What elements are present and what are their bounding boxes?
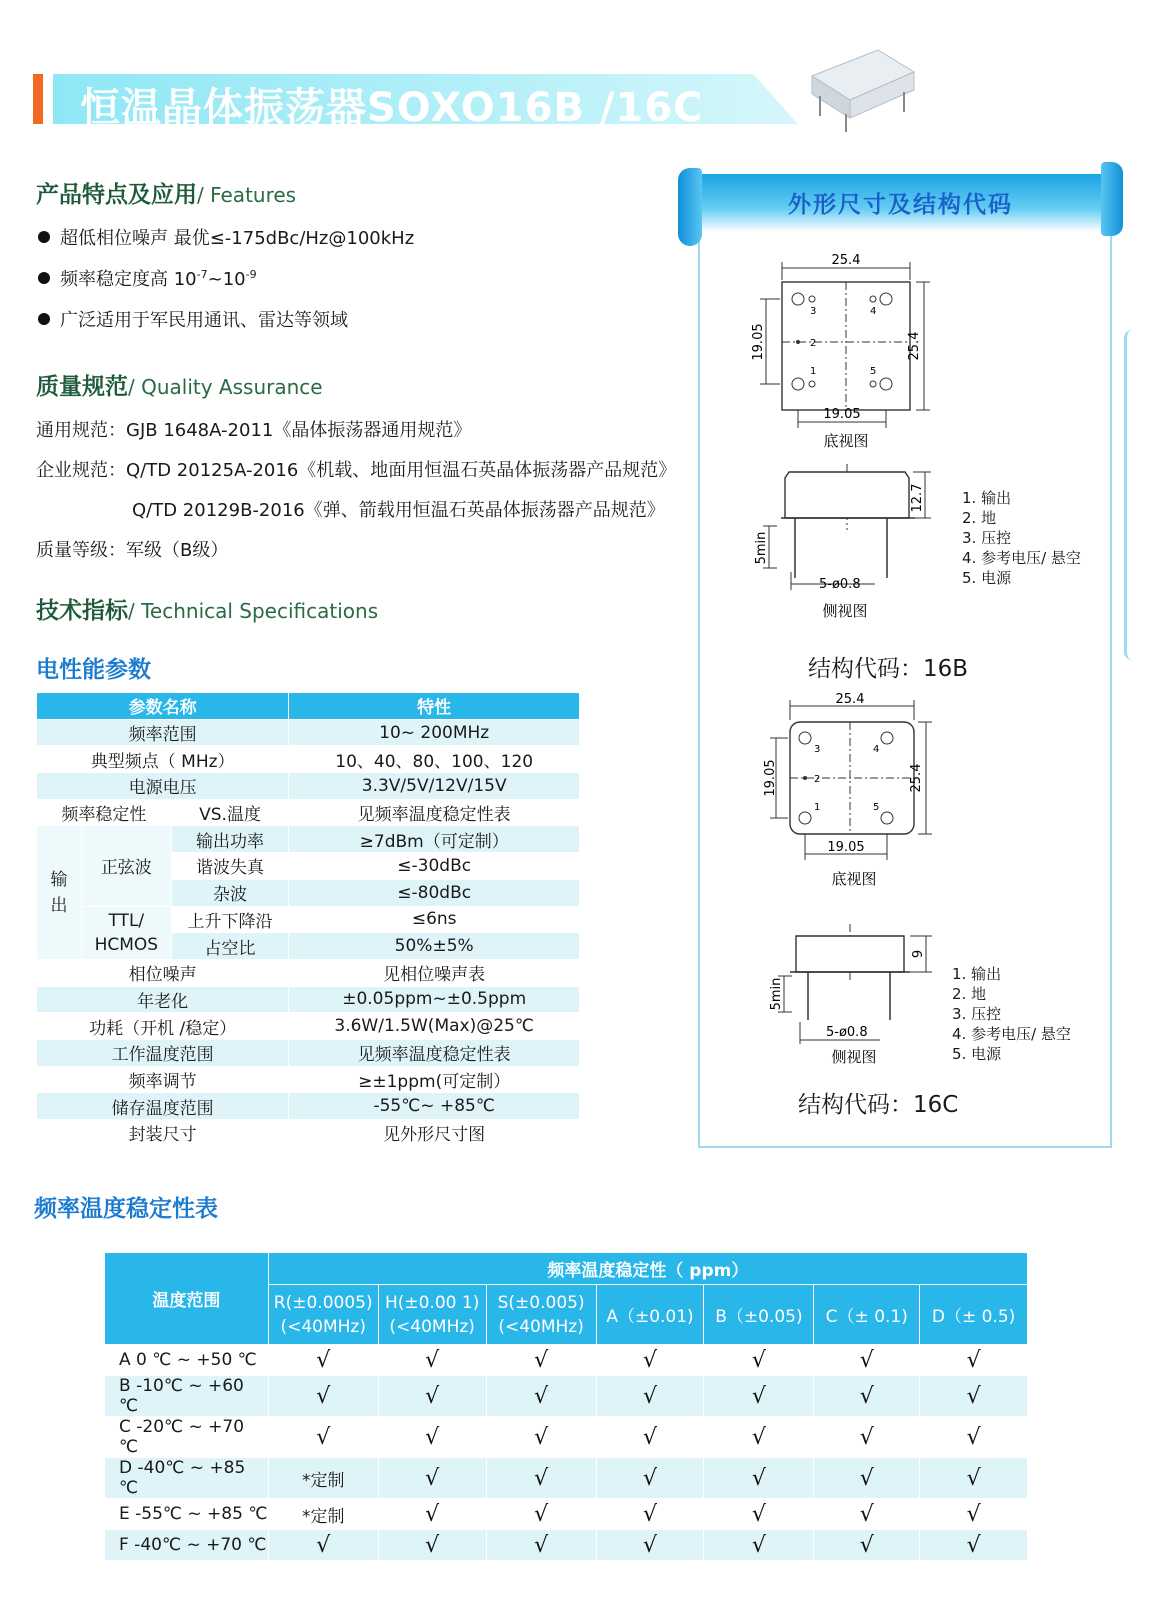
check-cell: √ — [486, 1499, 596, 1530]
svg-text:12.7: 12.7 — [910, 483, 925, 513]
table-row: 占空比 50%±5% — [37, 933, 580, 960]
svg-text:3: 3 — [814, 744, 821, 755]
table-header-row: 温度范围 频率温度稳定性（ ppm） — [105, 1253, 1028, 1285]
check-cell: √ — [378, 1499, 486, 1530]
temperature-range-cell: E -55℃ ~ +85 ℃ — [105, 1499, 269, 1530]
feature-item: 频率稳定度高 $10^{-7}\sim 10^{-9}$ — [38, 265, 257, 291]
table-row: 频率稳定性 VS.温度 见频率温度稳定性表 — [37, 799, 580, 826]
check-cell: √ — [268, 1345, 378, 1376]
pin-list-16b: 1. 输出 2. 地 3. 压控 4. 参考电压/ 悬空 5. 电源 — [962, 489, 1081, 587]
check-cell: √ — [378, 1458, 486, 1499]
check-cell: √ — [596, 1345, 704, 1376]
quality-line: 通用规范：GJB 1648A-2011《晶体振荡器通用规范》 — [36, 420, 472, 441]
check-cell: √ — [920, 1376, 1028, 1417]
table-row: 典型频点（ MHz） 10、40、80、100、120 — [37, 746, 580, 773]
svg-text:5-ø0.8: 5-ø0.8 — [819, 577, 861, 592]
svg-text:9: 9 — [911, 949, 926, 959]
svg-text:25.4: 25.4 — [909, 763, 924, 793]
tech-heading: 技术指标/ Technical Specifications — [36, 598, 379, 624]
svg-text:19.05: 19.05 — [827, 840, 865, 855]
quality-line: Q/TD 20129B-2016《弹、箭载用恒温石英晶体振荡器产品规范》 — [132, 500, 665, 521]
temperature-range-cell: A 0 ℃ ~ +50 ℃ — [105, 1345, 269, 1376]
stability-heading: 频率温度稳定性表 — [34, 1196, 218, 1222]
svg-text:1: 1 — [810, 366, 817, 377]
stability-column-header: S(±0.005) (<40MHz) — [486, 1285, 596, 1345]
stability-column-header: A（±0.01) — [596, 1285, 704, 1345]
structure-code-16c: 结构代码：16C — [798, 1092, 959, 1118]
temperature-range-cell: F -40℃ ~ +70 ℃ — [105, 1530, 269, 1561]
electrical-spec-table — [36, 692, 580, 1147]
custom-cell: *定制 — [268, 1499, 378, 1530]
table-row: 相位噪声 见相位噪声表 — [37, 959, 580, 986]
stability-column-header: C（± 0.1) — [814, 1285, 920, 1345]
check-cell: √ — [486, 1417, 596, 1458]
features-heading-cn: 产品特点及应用 — [36, 182, 197, 208]
check-cell: √ — [704, 1530, 814, 1561]
svg-text:5-ø0.8: 5-ø0.8 — [826, 1025, 868, 1040]
svg-text:5: 5 — [870, 366, 877, 377]
check-cell: √ — [378, 1417, 486, 1458]
table-row: 工作温度范围 见频率温度稳定性表 — [37, 1039, 580, 1066]
bottom-view-16c-drawing — [752, 688, 952, 888]
svg-text:底视图: 底视图 — [823, 432, 869, 450]
structure-code-16b: 结构代码：16B — [808, 656, 969, 682]
svg-text:19.05: 19.05 — [751, 323, 766, 361]
title-accent-bar — [33, 74, 43, 124]
check-cell: √ — [704, 1499, 814, 1530]
check-cell: √ — [814, 1345, 920, 1376]
panel-title: 外形尺寸及结构代码 — [788, 192, 1013, 218]
table-row — [105, 1458, 1028, 1499]
side-view-16c-drawing — [760, 920, 950, 1070]
svg-text:4: 4 — [873, 744, 880, 755]
table-row: 杂波 ≤-80dBc — [37, 879, 580, 906]
table-row: 输 出 正弦波 输出功率 ≥7dBm（可定制） — [37, 826, 580, 853]
svg-text:5min: 5min — [754, 531, 769, 565]
check-cell: √ — [920, 1499, 1028, 1530]
bullet-icon — [38, 313, 50, 325]
bottom-view-16b-drawing — [740, 250, 940, 450]
stability-column-header: R(±0.0005) (<40MHz) — [268, 1285, 378, 1345]
check-cell: √ — [814, 1458, 920, 1499]
table-row: 功耗（开机 /稳定） 3.6W/1.5W(Max)@25℃ — [37, 1013, 580, 1040]
page-title: 恒温晶体振荡器SOXO16B /16C — [80, 85, 704, 131]
temperature-range-cell: D -40℃ ~ +85 ℃ — [105, 1458, 269, 1499]
svg-text:侧视图: 侧视图 — [831, 1048, 877, 1066]
svg-text:4: 4 — [870, 306, 877, 317]
stability-column-header: H(±0.00 1) (<40MHz) — [378, 1285, 486, 1345]
features-heading-en: / Features — [197, 183, 297, 207]
scroll-right-roll — [1101, 162, 1123, 236]
svg-text:2: 2 — [814, 774, 821, 785]
panel-scroll-banner — [678, 166, 1123, 242]
svg-text:25.4: 25.4 — [835, 692, 865, 707]
side-view-16b-drawing — [745, 460, 945, 625]
check-cell: √ — [268, 1376, 378, 1417]
check-cell: √ — [814, 1530, 920, 1561]
temperature-range-cell: B -10℃ ~ +60 ℃ — [105, 1376, 269, 1417]
check-cell: √ — [486, 1345, 596, 1376]
check-cell: √ — [704, 1417, 814, 1458]
bullet-icon — [38, 231, 50, 243]
svg-text:5: 5 — [873, 802, 880, 813]
svg-text:侧视图: 侧视图 — [822, 602, 868, 620]
table-row — [105, 1376, 1028, 1417]
check-cell: √ — [486, 1530, 596, 1561]
table-row: 频率调节 ≥±1ppm(可定制） — [37, 1066, 580, 1093]
table-row — [105, 1345, 1028, 1376]
check-cell: √ — [268, 1530, 378, 1561]
table-row: 储存温度范围 -55℃~ +85℃ — [37, 1093, 580, 1120]
stability-column-header: B（±0.05) — [704, 1285, 814, 1345]
svg-text:25.4: 25.4 — [831, 253, 861, 268]
quality-line: 质量等级：军级（B级） — [36, 540, 229, 561]
stability-column-header: D（± 0.5) — [920, 1285, 1028, 1345]
check-cell: √ — [268, 1417, 378, 1458]
svg-text:25.4: 25.4 — [907, 331, 922, 361]
check-cell: √ — [378, 1376, 486, 1417]
svg-text:5min: 5min — [769, 977, 784, 1011]
check-cell: √ — [704, 1376, 814, 1417]
check-cell: √ — [814, 1376, 920, 1417]
bullet-icon — [38, 272, 50, 284]
check-cell: √ — [920, 1530, 1028, 1561]
table-row — [105, 1499, 1028, 1530]
svg-text:底视图: 底视图 — [831, 870, 877, 888]
electrical-heading: 电性能参数 — [36, 657, 151, 683]
feature-item: 广泛适用于军民用通讯、雷达等领域 — [38, 306, 348, 332]
svg-text:19.05: 19.05 — [763, 759, 778, 797]
check-cell: √ — [704, 1345, 814, 1376]
features-heading — [36, 176, 296, 209]
check-cell: √ — [596, 1376, 704, 1417]
check-cell: √ — [920, 1345, 1028, 1376]
quality-line: 企业规范：Q/TD 20125A-2016《机载、地面用恒温石英晶体振荡器产品规范》 — [36, 460, 677, 481]
check-cell: √ — [378, 1530, 486, 1561]
check-cell: √ — [486, 1376, 596, 1417]
table-row: 频率范围 10~ 200MHz — [37, 719, 580, 746]
check-cell: √ — [814, 1417, 920, 1458]
check-cell: √ — [486, 1458, 596, 1499]
temperature-range-cell: C -20℃ ~ +70 ℃ — [105, 1417, 269, 1458]
table-row: TTL/ HCMOS 上升下降沿 ≤6ns — [37, 906, 580, 933]
check-cell: √ — [920, 1458, 1028, 1499]
check-cell: √ — [378, 1345, 486, 1376]
table-row — [105, 1417, 1028, 1458]
svg-text:1: 1 — [814, 802, 821, 813]
check-cell: √ — [596, 1530, 704, 1561]
check-cell: √ — [920, 1417, 1028, 1458]
svg-text:19.05: 19.05 — [823, 407, 861, 422]
svg-text:2: 2 — [810, 338, 817, 349]
table-row: 电源电压 3.3V/5V/12V/15V — [37, 773, 580, 800]
table-row: 年老化 ±0.05ppm~±0.5ppm — [37, 986, 580, 1013]
svg-text:3: 3 — [810, 306, 817, 317]
check-cell: √ — [704, 1458, 814, 1499]
check-cell: √ — [814, 1499, 920, 1530]
table-header-row: 参数名称 特性 — [37, 693, 580, 720]
table-row: 封装尺寸 见外形尺寸图 — [37, 1120, 580, 1147]
table-row: 谐波失真 ≤-30dBc — [37, 853, 580, 880]
check-cell: √ — [596, 1499, 704, 1530]
product-image — [806, 42, 918, 134]
quality-heading: 质量规范/ Quality Assurance — [36, 374, 323, 400]
pin-list-16c: 1. 输出 2. 地 3. 压控 4. 参考电压/ 悬空 5. 电源 — [952, 965, 1071, 1063]
table-row — [105, 1530, 1028, 1561]
stability-table — [104, 1252, 1028, 1561]
custom-cell: *定制 — [268, 1458, 378, 1499]
feature-item: 超低相位噪声 最优≤-175dBc/Hz@100kHz — [38, 224, 414, 250]
check-cell: √ — [596, 1458, 704, 1499]
check-cell: √ — [596, 1417, 704, 1458]
page-edge-decoration — [1124, 330, 1132, 660]
